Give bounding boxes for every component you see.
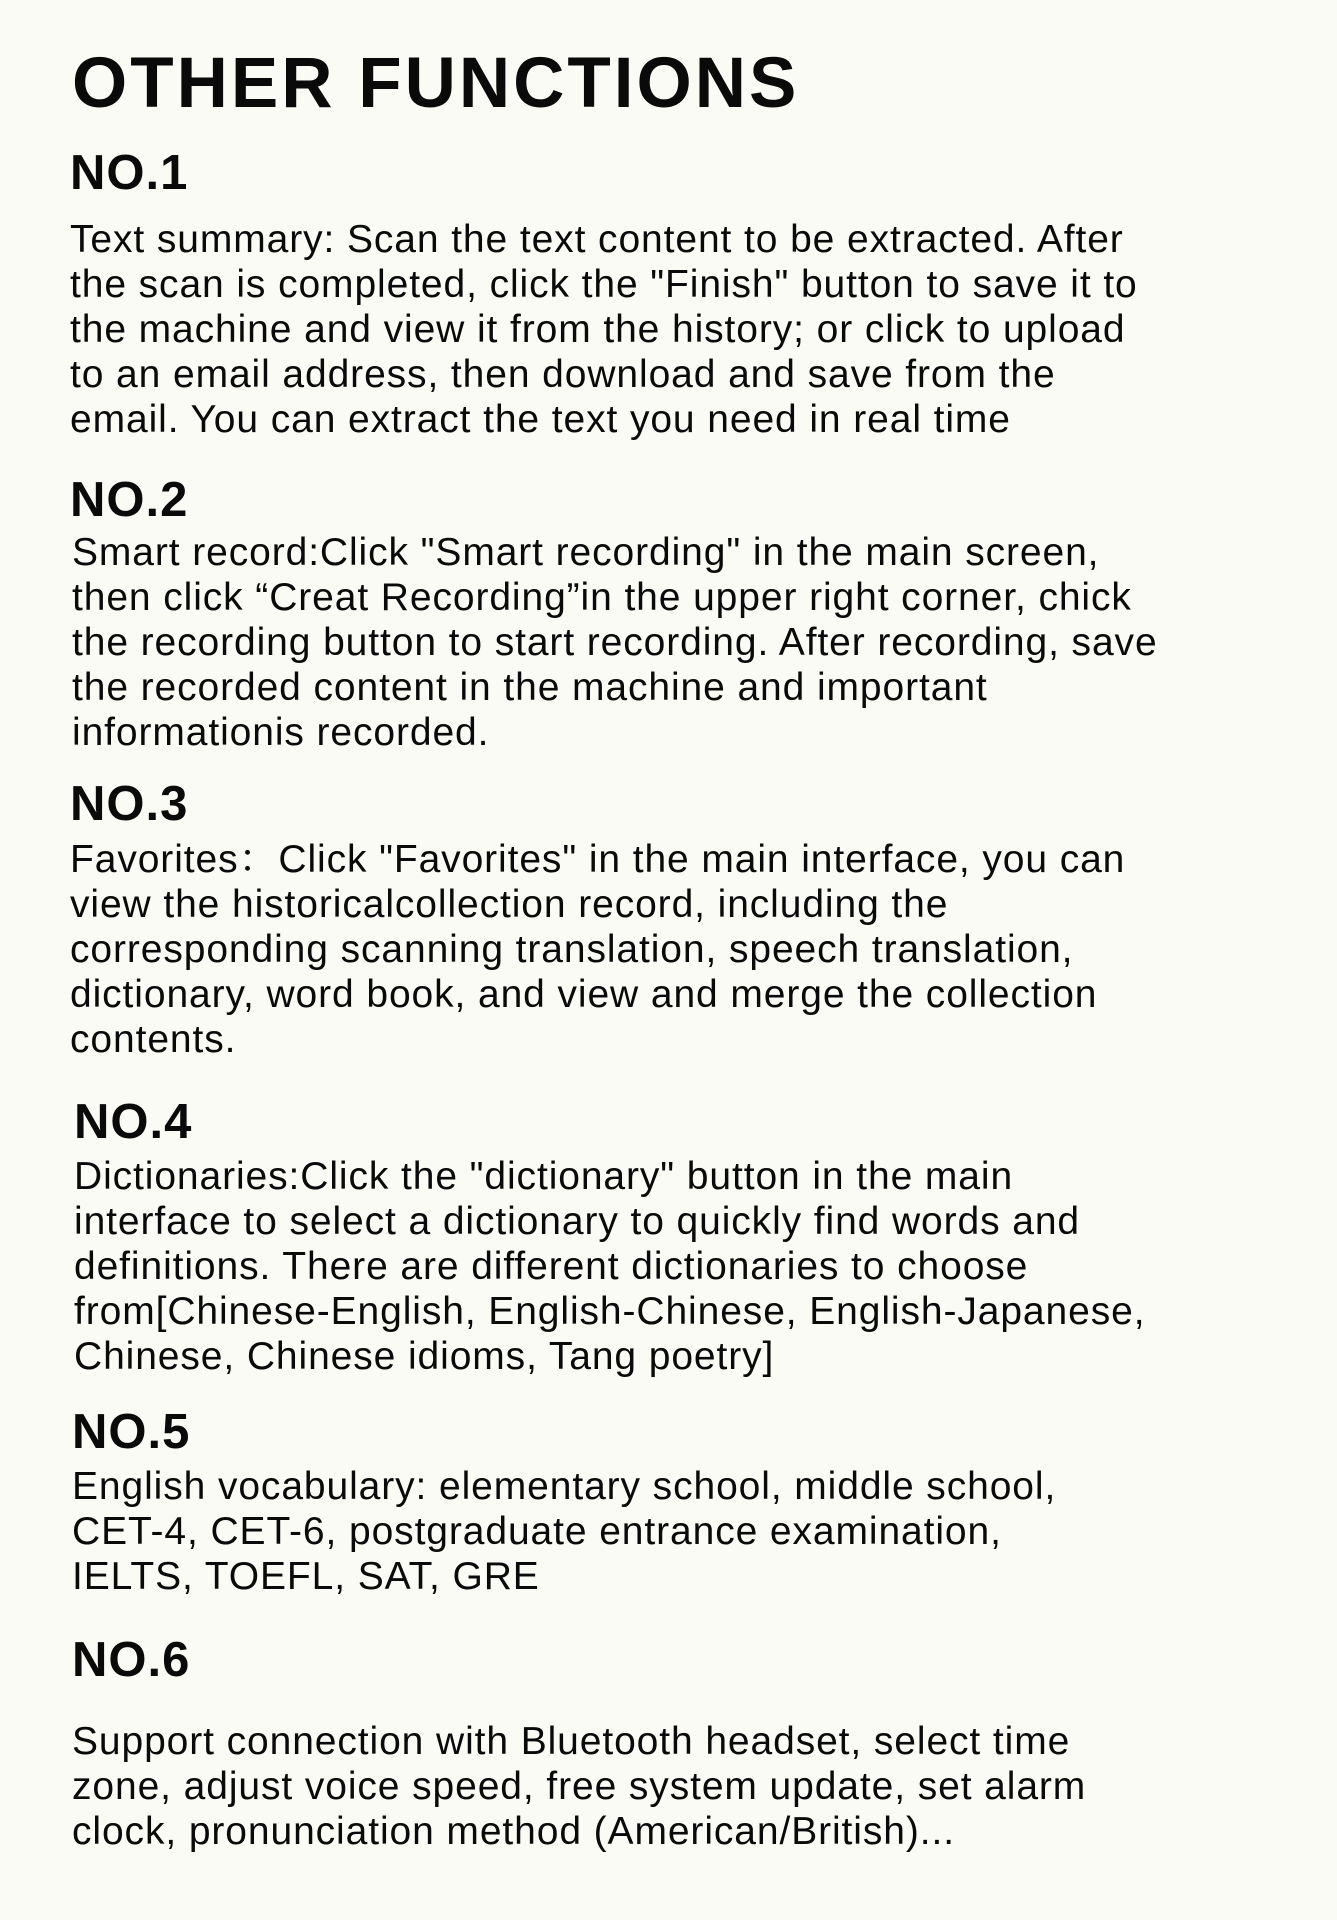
- section-no2: [70, 473, 1320, 755]
- section-heading: NO.1: [70, 146, 189, 200]
- section-no4: [74, 1095, 1324, 1379]
- section-no3: [70, 777, 1320, 1062]
- section-no5: [72, 1405, 1322, 1599]
- section-body: Favorites：Click "Favorites" in the main interface, you can view the historicalcollection record, including the corresponding scanning translation, speech translation, dictionary, word book, and view and merge the collection contents.: [70, 838, 1126, 1061]
- page-title: OTHER FUNCTIONS: [72, 44, 800, 123]
- section-heading: NO.6: [72, 1633, 191, 1687]
- section-heading: NO.2: [70, 473, 189, 527]
- section-body: Dictionaries:Click the "dictionary" button in the main interface to select a dictionary to quickly find words and definitions. There are different dictionaries to choose from[Chinese-English, English-Chinese, English-Japanese, Chinese, Chinese idioms, Tang poetry]: [74, 1155, 1146, 1378]
- section-heading: NO.5: [72, 1405, 191, 1459]
- section-no1: [70, 146, 1320, 442]
- section-body: Support connection with Bluetooth headset, select time zone, adjust voice speed, free system update, set alarm clock, pronunciation method (American/British)...: [72, 1720, 1087, 1853]
- section-no6: [72, 1633, 1322, 1854]
- section-heading: NO.3: [70, 777, 189, 831]
- section-body: English vocabulary: elementary school, middle school, CET-4, CET-6, postgraduate entrance examination, IELTS, TOEFL, SAT, GRE: [72, 1465, 1057, 1598]
- section-body: Smart record:Click "Smart recording" in the main screen, then click “Creat Recording”in the upper right corner, chick the recording button to start recording. After recording, save the recorded content in the machine and important informationis recorded.: [72, 531, 1158, 754]
- section-heading: NO.4: [74, 1095, 193, 1149]
- section-body: Text summary: Scan the text content to be extracted. After the scan is completed, click the "Finish" button to save it to the machine and view it from the history; or click to upload to an email address, then download and save from the email. You can extract the text you need in real time: [70, 218, 1138, 441]
